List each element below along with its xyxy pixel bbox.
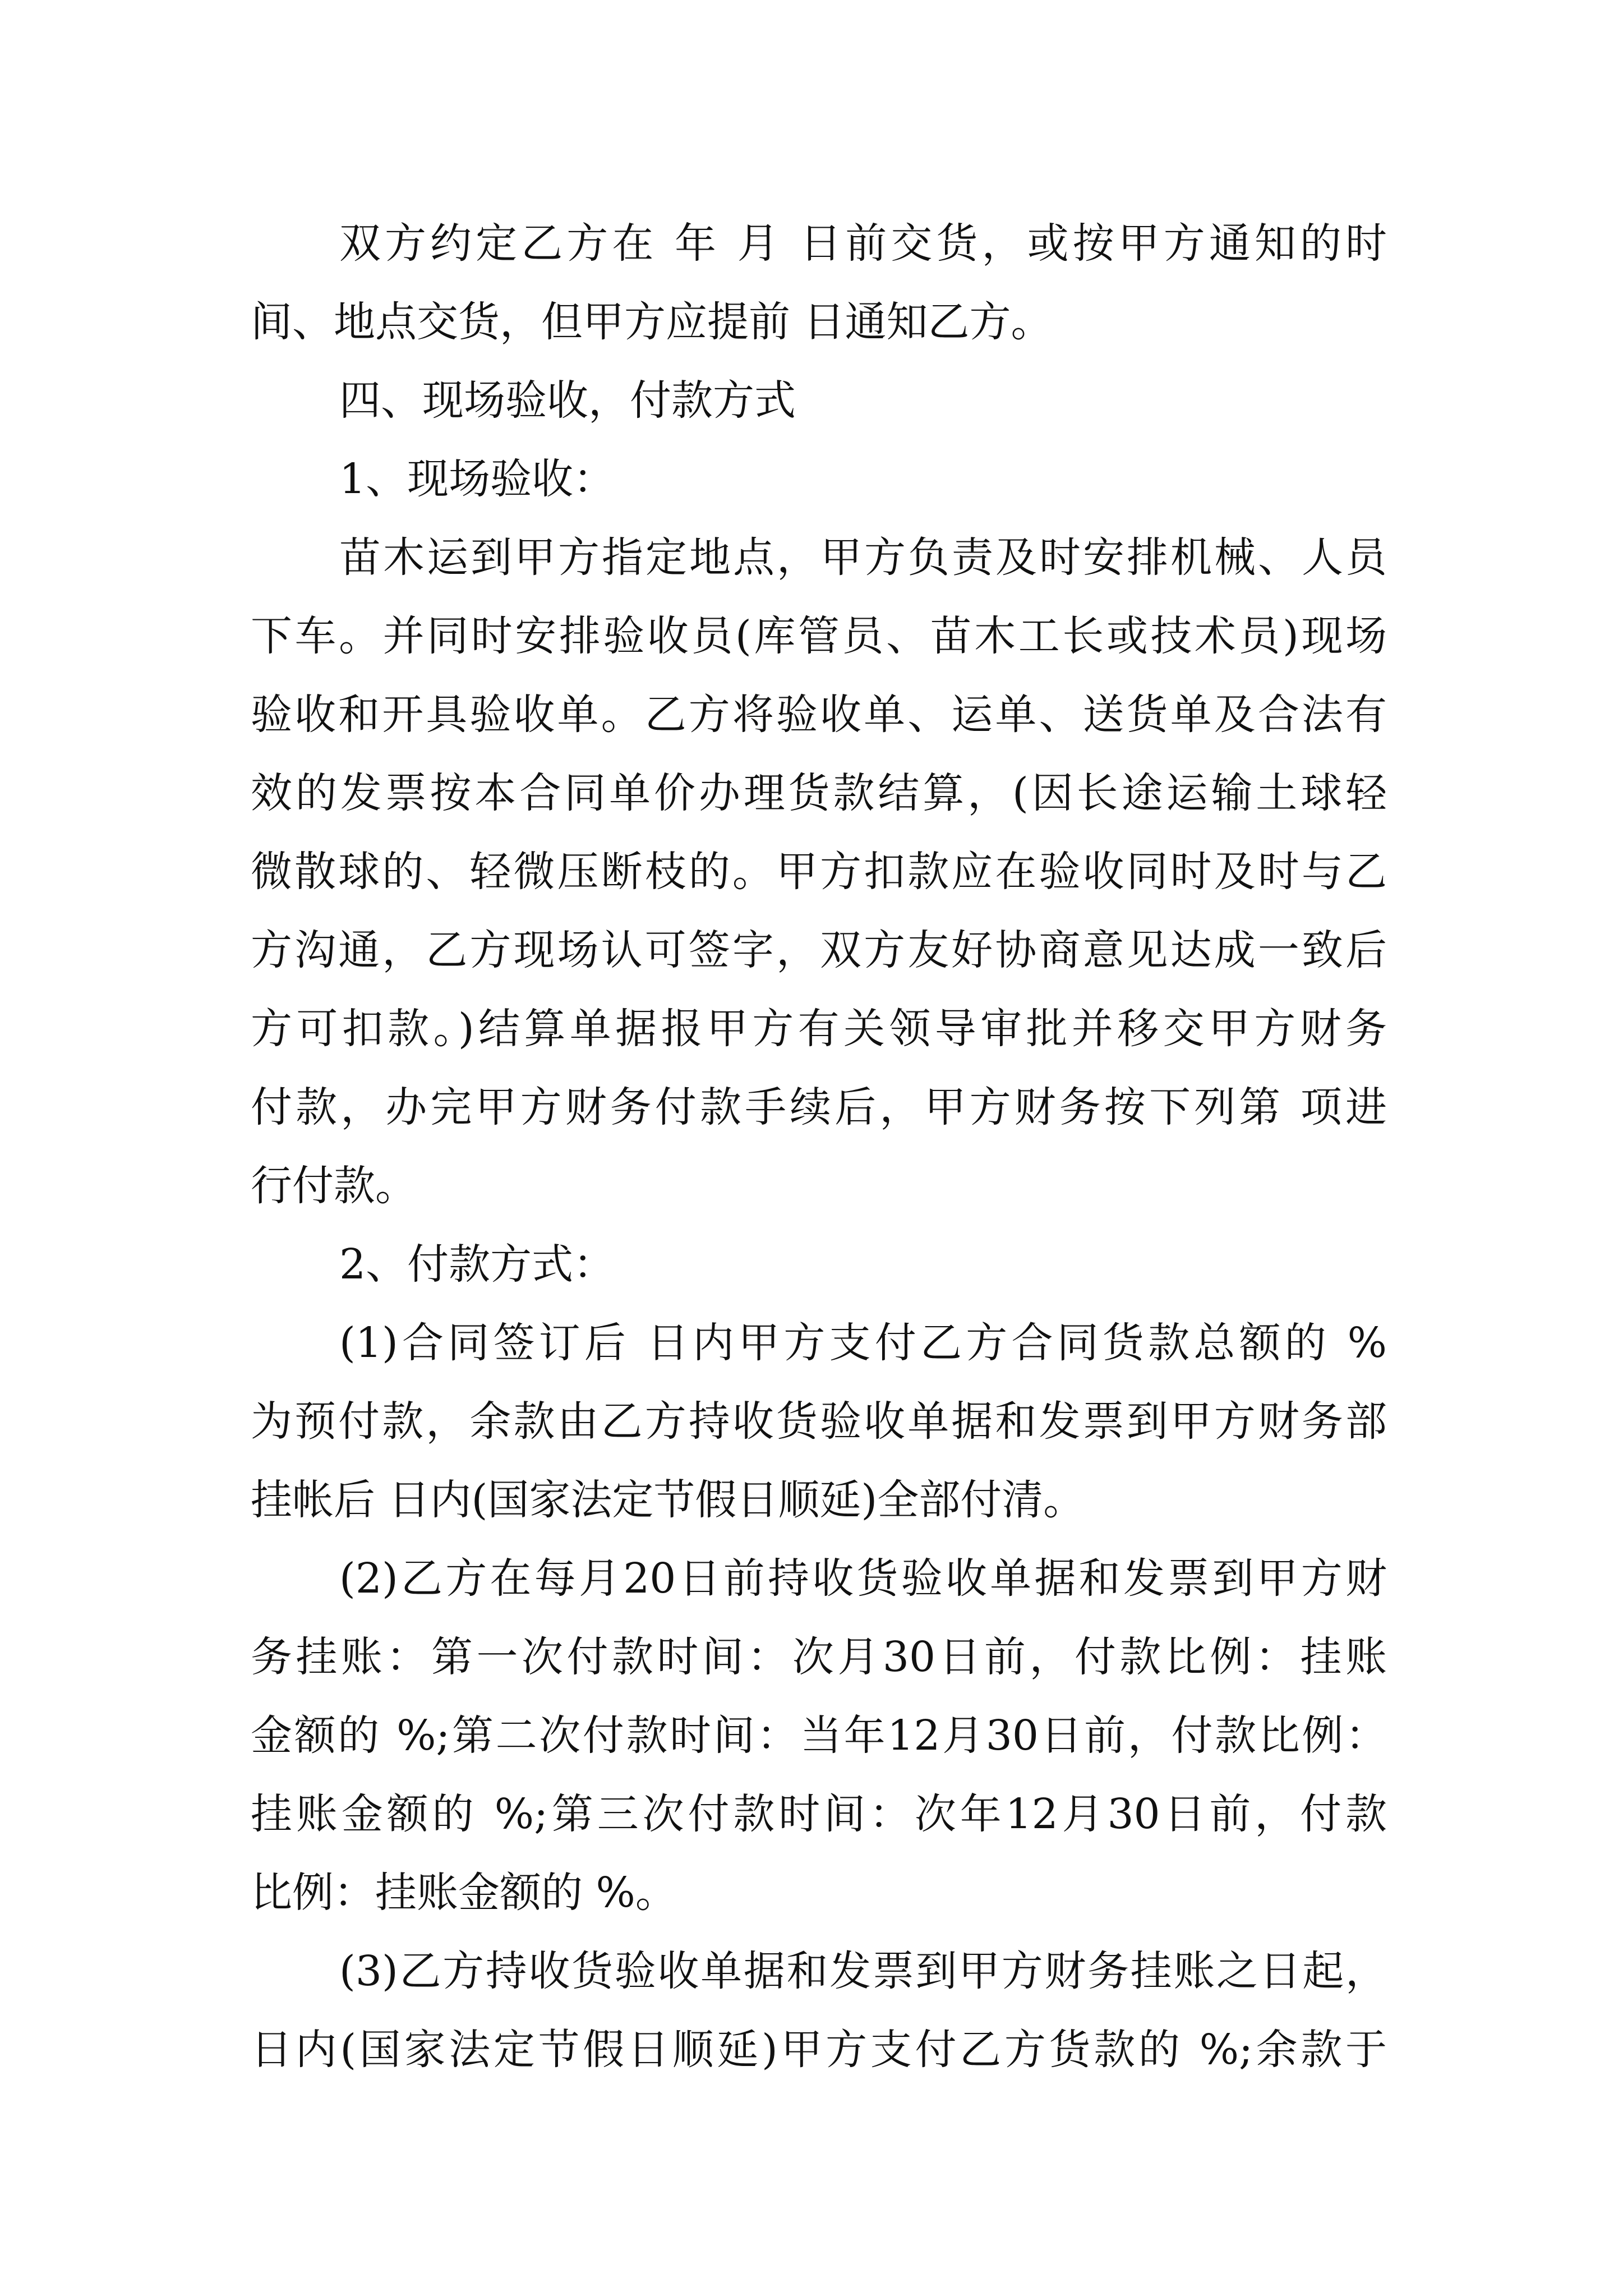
paragraph-payment-option-2 <box>251 1539 1387 1932</box>
subsection-heading-payment <box>251 1225 1387 1304</box>
section-heading-text: 四、现场验收，付款方式 <box>339 376 796 425</box>
paragraph-line: 方可扣款。)结算单据报甲方有关领导审批并移交甲方财务 <box>251 1005 1387 1053</box>
paragraph-line: 务挂账：第一次付款时间：次月30日前，付款比例：挂账 <box>251 1633 1387 1681</box>
paragraph-line: 挂帐后 日内(国家法定节假日顺延)全部付清。 <box>251 1476 1085 1524</box>
paragraph-line: 比例：挂账金额的 %。 <box>251 1869 677 1917</box>
document-body <box>251 204 1387 2089</box>
paragraph-line: 付款，办完甲方财务付款手续后，甲方财务按下列第 项进 <box>251 1083 1387 1131</box>
paragraph-line: 日内(国家法定节假日顺延)甲方支付乙方货款的 %;余款于 <box>251 2026 1387 2074</box>
paragraph-line: 行付款。 <box>251 1162 417 1210</box>
subsection-heading-text: 2、付款方式： <box>339 1240 615 1289</box>
paragraph-payment-option-3 <box>251 1932 1387 2089</box>
paragraph-line: (3)乙方持收货验收单据和发票到甲方财务挂账之日起， <box>339 1947 1387 1995</box>
subsection-heading-acceptance <box>251 440 1387 518</box>
paragraph-line: 验收和开具验收单。乙方将验收单、运单、送货单及合法有 <box>251 691 1387 739</box>
paragraph-line: 下车。并同时安排验收员(库管员、苗木工长或技术员)现场 <box>251 612 1387 660</box>
paragraph-line: (1)合同签订后 日内甲方支付乙方合同货款总额的 % <box>339 1319 1387 1367</box>
paragraph-line: 金额的 %;第二次付款时间：当年12月30日前，付款比例： <box>251 1711 1387 1760</box>
paragraph-delivery-terms <box>251 204 1387 361</box>
paragraph-line: 挂账金额的 %;第三次付款时间：次年12月30日前，付款 <box>251 1790 1387 1838</box>
paragraph-line: 苗木运到甲方指定地点，甲方负责及时安排机械、人员 <box>339 533 1387 582</box>
subsection-heading-text: 1、现场验收： <box>339 455 615 503</box>
paragraph-line: (2)乙方在每月20日前持收货验收单据和发票到甲方财 <box>339 1554 1387 1603</box>
paragraph-line: 微散球的、轻微压断枝的。甲方扣款应在验收同时及时与乙 <box>251 848 1387 896</box>
paragraph-line: 双方约定乙方在 年 月 日前交货，或按甲方通知的时 <box>339 219 1387 268</box>
section-heading <box>251 361 1387 440</box>
paragraph-line: 为预付款，余款由乙方持收货验收单据和发票到甲方财务部 <box>251 1397 1387 1446</box>
paragraph-line: 间、地点交货，但甲方应提前 日通知乙方。 <box>251 298 1053 346</box>
paragraph-line: 效的发票按本合同单价办理货款结算，(因长途运输土球轻 <box>251 769 1387 817</box>
paragraph-acceptance <box>251 518 1387 1225</box>
paragraph-line: 方沟通，乙方现场认可签字，双方友好协商意见达成一致后 <box>251 926 1387 974</box>
paragraph-payment-option-1 <box>251 1304 1387 1539</box>
